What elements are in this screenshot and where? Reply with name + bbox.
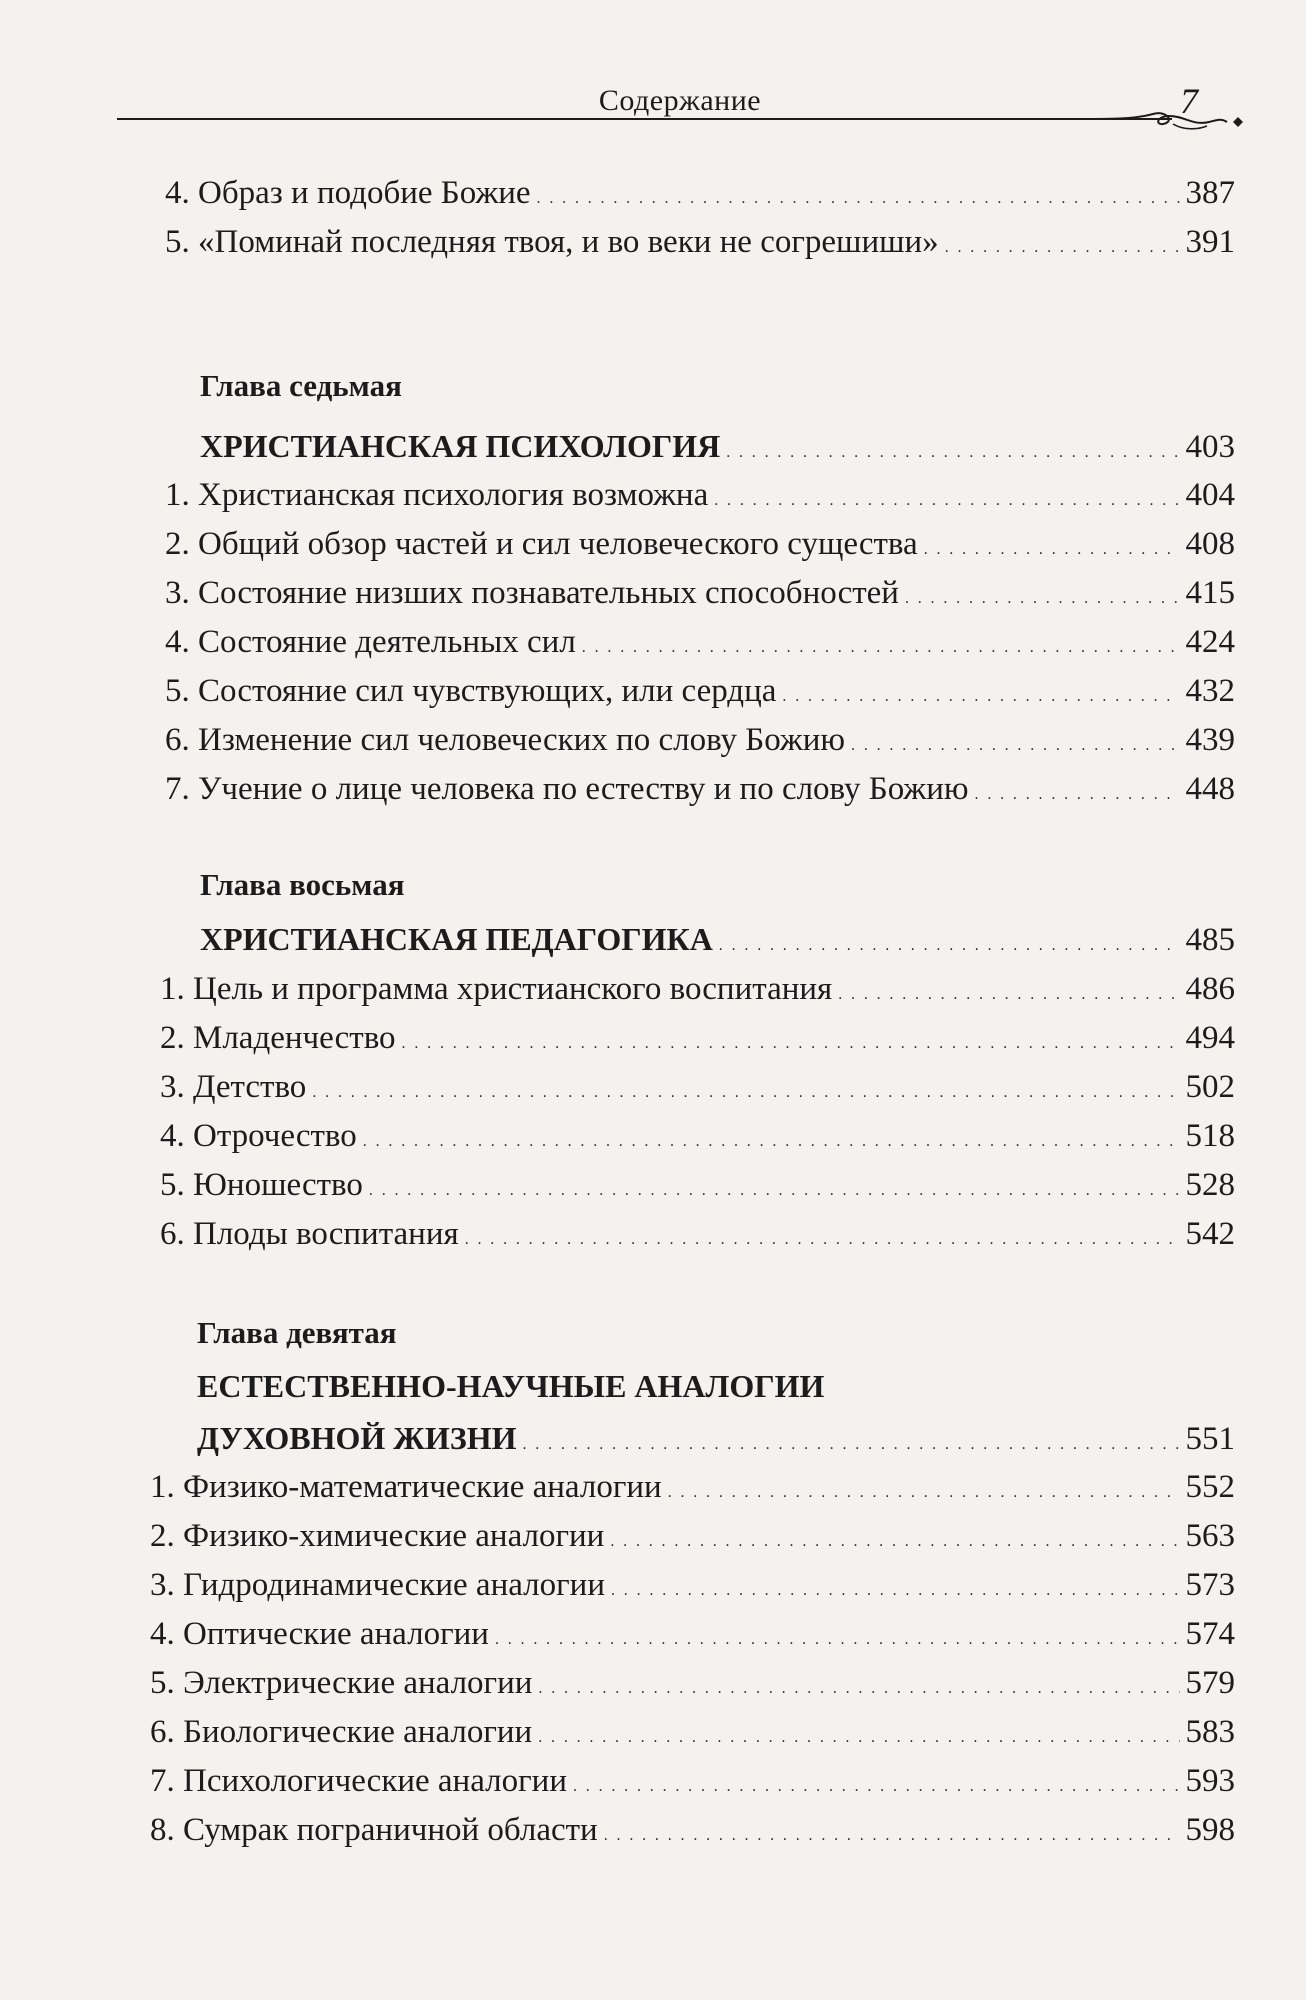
toc-entry-label: 3. Гидродинамические аналогии: [150, 1567, 605, 1603]
dot-leader: [668, 1470, 1180, 1516]
toc-entry-label: 6. Биологические аналогии: [150, 1714, 533, 1750]
page-number: 7: [1180, 81, 1198, 121]
toc-entry-label: 6. Изменение сил человеческих по слову Божию: [165, 722, 846, 758]
toc-entry[interactable]: [160, 1064, 1235, 1110]
toc-entry-page: 408: [1185, 526, 1235, 562]
running-header-title: Содержание: [598, 84, 762, 117]
toc-entry-label: 4. Состояние деятельных сил: [165, 624, 576, 660]
toc-entry[interactable]: [165, 619, 1235, 665]
toc-entry-page: 573: [1185, 1567, 1235, 1603]
toc-entry[interactable]: [165, 717, 1235, 763]
toc-entry[interactable]: [150, 1807, 1235, 1853]
toc-entry-label: 5. «Поминай последняя твоя, и во веки не согрешиши»: [165, 224, 939, 260]
toc-entry-label: 6. Плоды воспитания: [160, 1216, 459, 1252]
toc-entry-page: 486: [1185, 971, 1235, 1007]
toc-entry-page: 583: [1185, 1714, 1235, 1750]
dot-leader: [719, 923, 1180, 969]
toc-entry-page: 448: [1185, 771, 1235, 807]
dot-leader: [851, 723, 1179, 769]
toc-entry-page: 485: [1185, 922, 1235, 958]
toc-entry[interactable]: [160, 966, 1235, 1012]
toc-entry-label: 7. Учение о лице человека по естеству и по слову Божию: [165, 771, 969, 807]
toc-entry[interactable]: [165, 170, 1235, 216]
dot-leader: [537, 176, 1180, 222]
dot-leader: [495, 1617, 1180, 1663]
dot-leader: [838, 972, 1179, 1018]
toc-entry-page: 403: [1185, 429, 1235, 465]
dot-leader: [945, 225, 1180, 271]
toc-entry-label: 8. Сумрак пограничной области: [150, 1812, 598, 1848]
toc-entry-label: 7. Психологические аналогии: [150, 1763, 567, 1799]
toc-entry-label: 4. Оптические аналогии: [150, 1616, 489, 1652]
toc-entry-page: 404: [1185, 477, 1235, 513]
dot-leader: [573, 1764, 1180, 1810]
toc-entry-label: 1. Цель и программа христианского воспитания: [160, 971, 833, 1007]
toc-entry[interactable]: [150, 1758, 1235, 1804]
toc-entry-page: 415: [1185, 575, 1235, 611]
toc-entry-page: 387: [1185, 175, 1235, 211]
toc-entry[interactable]: [150, 1660, 1235, 1706]
toc-entry-label: 2. Общий обзор частей и сил человеческого существа: [165, 526, 918, 562]
dot-leader: [924, 527, 1180, 573]
toc-entry[interactable]: [160, 1162, 1235, 1208]
dot-leader: [312, 1070, 1179, 1116]
toc-entry[interactable]: [150, 1513, 1235, 1559]
toc-entry[interactable]: [160, 1015, 1235, 1061]
dot-leader: [582, 625, 1180, 671]
toc-entry-page: 563: [1185, 1518, 1235, 1554]
toc-entry-label: 5. Юношество: [160, 1167, 363, 1203]
toc-entry-page: 528: [1185, 1167, 1235, 1203]
chapter-title: ЕСТЕСТВЕННО-НАУЧНЫЕ АНАЛОГИИ: [197, 1368, 825, 1404]
chapter-label: Глава седьмая: [200, 368, 402, 403]
dot-leader: [402, 1021, 1180, 1067]
toc-entry-page: 494: [1185, 1020, 1235, 1056]
toc-entry[interactable]: [150, 1611, 1235, 1657]
toc-entry-label: 2. Физико-химические аналогии: [150, 1518, 605, 1554]
chapter-title-entry[interactable]: [200, 916, 1235, 962]
dot-leader: [465, 1217, 1180, 1263]
toc-entry-page: 598: [1185, 1812, 1235, 1848]
toc-entry-page: 439: [1185, 722, 1235, 758]
toc-entry-page: 502: [1185, 1069, 1235, 1105]
toc-entry-label: 3. Детство: [160, 1069, 307, 1105]
toc-entry[interactable]: [150, 1562, 1235, 1608]
toc-entry-page: 542: [1185, 1216, 1235, 1252]
chapter-title: ДУХОВНОЙ ЖИЗНИ: [197, 1420, 517, 1456]
dot-leader: [610, 1519, 1179, 1565]
toc-entry-page: 391: [1185, 224, 1235, 260]
toc-entry[interactable]: [150, 1464, 1235, 1510]
toc-entry[interactable]: [150, 1709, 1235, 1755]
toc-entry-label: 1. Физико-математические аналогии: [150, 1469, 662, 1505]
toc-entry[interactable]: [160, 1113, 1235, 1159]
chapter-title-entry[interactable]: [197, 1415, 1235, 1461]
dot-leader: [975, 772, 1180, 818]
toc-entry-label: 5. Состояние сил чувствующих, или сердца: [165, 673, 777, 709]
chapter-title: ХРИСТИАНСКАЯ ПСИХОЛОГИЯ: [200, 428, 721, 464]
toc-entry-label: 3. Состояние низших познавательных способностей: [165, 575, 899, 611]
toc-entry[interactable]: [165, 219, 1235, 265]
toc-entry-label: 4. Отрочество: [160, 1118, 357, 1154]
chapter-title-entry[interactable]: [200, 423, 1235, 469]
dot-leader: [538, 1666, 1179, 1712]
toc-entry-page: 424: [1185, 624, 1235, 660]
toc-entry-page: 432: [1185, 673, 1235, 709]
toc-entry[interactable]: [165, 570, 1235, 616]
toc-entry[interactable]: [160, 1211, 1235, 1257]
chapter-label: Глава девятая: [197, 1315, 397, 1350]
dot-leader: [905, 576, 1180, 622]
dot-leader: [604, 1813, 1180, 1859]
dot-leader: [726, 430, 1179, 476]
toc-entry[interactable]: [165, 766, 1235, 812]
toc-entry-page: 579: [1185, 1665, 1235, 1701]
dot-leader: [522, 1422, 1179, 1468]
toc-entry-page: 574: [1185, 1616, 1235, 1652]
toc-entry[interactable]: [165, 668, 1235, 714]
toc-entry[interactable]: [165, 521, 1235, 567]
dot-leader: [538, 1715, 1179, 1761]
dot-leader: [363, 1119, 1180, 1165]
toc-entry-label: 4. Образ и подобие Божие: [165, 175, 531, 211]
toc-entry-label: 1. Христианская психология возможна: [165, 477, 709, 513]
toc-entry-page: 593: [1185, 1763, 1235, 1799]
chapter-label: Глава восьмая: [200, 867, 405, 902]
dot-leader: [369, 1168, 1180, 1214]
toc-entry-page: 551: [1185, 1421, 1235, 1457]
toc-entry-page: 518: [1185, 1118, 1235, 1154]
dot-leader: [714, 478, 1179, 524]
chapter-title: ХРИСТИАНСКАЯ ПЕДАГОГИКА: [200, 921, 713, 957]
dot-leader: [782, 674, 1179, 720]
toc-entry-label: 5. Электрические аналогии: [150, 1665, 533, 1701]
toc-entry-page: 552: [1185, 1469, 1235, 1505]
toc-entry[interactable]: [165, 472, 1235, 518]
toc-entry-label: 2. Младенчество: [160, 1020, 396, 1056]
dot-leader: [611, 1568, 1180, 1614]
